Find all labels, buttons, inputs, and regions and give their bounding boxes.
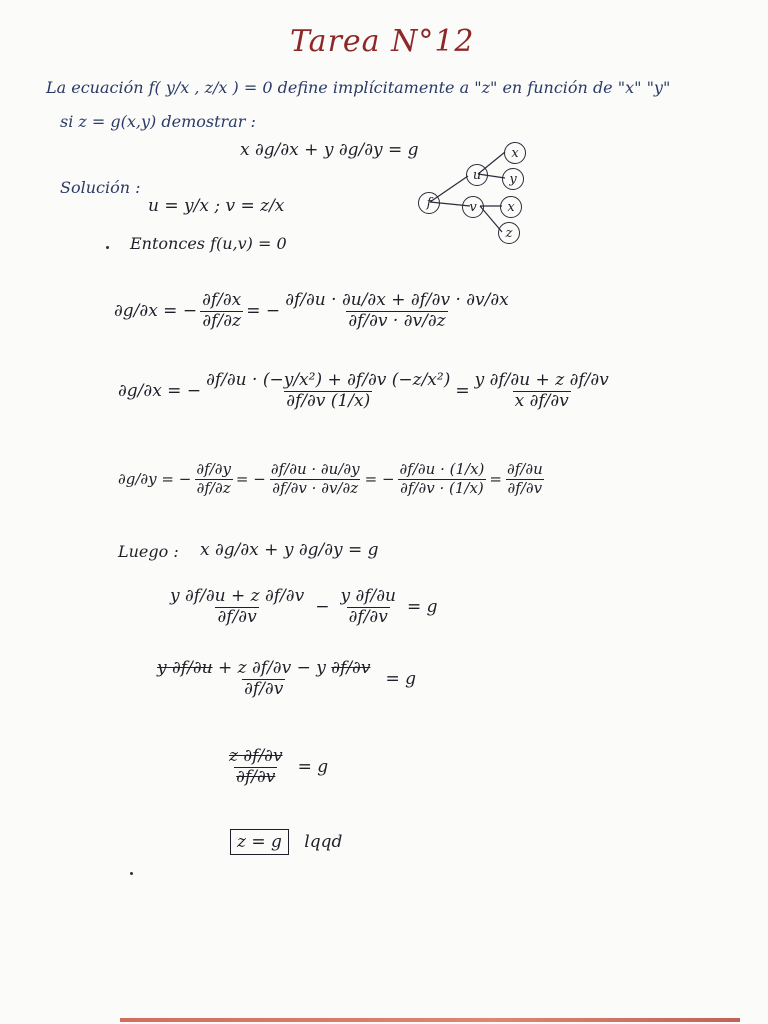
then-statement: Entonces f(u,v) = 0 — [130, 234, 287, 253]
eq2-right-den: x ∂f/∂v — [514, 390, 569, 411]
page-bottom-band — [120, 1018, 740, 1022]
eq3-frac3-den: ∂f/∂v · (1/x) — [400, 478, 484, 497]
eq1-fraction-1 — [200, 292, 243, 331]
step1-den2: ∂f/∂v — [348, 606, 388, 627]
result-row — [230, 832, 342, 852]
node-x-top: x — [504, 142, 526, 164]
step2-cancel-term-2: ∂f/∂v — [331, 658, 371, 678]
equation-dg-dy — [118, 462, 548, 497]
node-y: y — [502, 168, 524, 190]
step-2 — [152, 660, 416, 699]
eq1-frac2-den: ∂f/∂v · ∂v/∂z — [348, 310, 446, 331]
step1-equals: = g — [407, 597, 438, 618]
statement-line-2: si z = g(x,y) demostrar : — [60, 112, 256, 131]
substitution-definitions: u = y/x ; v = z/x — [148, 196, 285, 216]
lqqd-tag: lqqd — [304, 832, 343, 852]
goal-equation: x ∂g/∂x + y ∂g/∂y = g — [240, 140, 419, 160]
bullet-dot — [106, 246, 109, 249]
eq3-mid: = − — [235, 470, 266, 489]
boxed-result: z = g — [230, 829, 289, 855]
eq3-lhs: ∂g/∂y = − — [118, 470, 192, 489]
eq2-equals: = — [455, 381, 470, 402]
eq3-frac2-den: ∂f/∂v · ∂v/∂z — [272, 478, 359, 497]
eq3-fraction-4 — [505, 462, 545, 497]
eq3-frac2-num: ∂f/∂u · ∂u/∂y — [270, 460, 360, 478]
step3-num: z ∂f/∂v — [229, 746, 283, 766]
node-z: z — [498, 222, 520, 244]
step1-minus: − — [315, 597, 330, 618]
step3-equals: = g — [297, 757, 329, 778]
eq3-fraction-2 — [269, 462, 362, 497]
step3-fraction — [227, 748, 285, 787]
equation-dg-dx-chain — [114, 292, 514, 331]
step1-num2: y ∂f/∂u — [340, 586, 396, 606]
eq1-lhs: ∂g/∂x = − — [114, 301, 198, 322]
eq3-frac4-den: ∂f/∂v — [507, 478, 543, 497]
step2-middle: + z ∂f/∂v − y — [217, 658, 326, 678]
eq2-right-fraction — [473, 372, 611, 411]
step1-num1: y ∂f/∂u + z ∂f/∂v — [170, 586, 305, 606]
luego-label: Luego : — [118, 542, 179, 561]
step2-cancel-term-1: y ∂f/∂u — [157, 658, 213, 678]
eq2-right-num: y ∂f/∂u + z ∂f/∂v — [474, 370, 609, 390]
eq2-lhs: ∂g/∂x = − — [118, 381, 202, 402]
eq3-frac1-den: ∂f/∂z — [196, 478, 231, 497]
step1-fraction-2 — [338, 588, 398, 627]
step-3 — [224, 748, 328, 787]
page-title: Tarea N°12 — [290, 24, 475, 59]
eq2-fraction — [204, 372, 452, 411]
solution-label: Solución : — [60, 178, 141, 197]
node-f: f — [418, 192, 440, 214]
step1-fraction-1 — [168, 588, 306, 627]
eq3-mid-2: = − — [364, 470, 395, 489]
step3-den: ∂f/∂v — [236, 766, 276, 787]
eq1-frac2-num: ∂f/∂u · ∂u/∂x + ∂f/∂v · ∂v/∂x — [285, 290, 509, 310]
step2-fraction — [155, 660, 372, 699]
eq1-frac1-den: ∂f/∂z — [202, 310, 241, 331]
luego-expression: x ∂g/∂x + y ∂g/∂y = g — [200, 540, 379, 560]
node-v: v — [462, 196, 484, 218]
step1-den1: ∂f/∂v — [217, 606, 257, 627]
node-x-bottom: x — [500, 196, 522, 218]
bullet-dot-2 — [130, 872, 133, 875]
eq3-fraction-1 — [194, 462, 233, 497]
eq1-mid: = − — [246, 301, 281, 322]
equation-dg-dx-result — [118, 372, 614, 411]
eq1-fraction-2 — [283, 292, 511, 331]
eq2-den: ∂f/∂v (1/x) — [286, 390, 371, 411]
eq2-num: ∂f/∂u · (−y/x²) + ∂f/∂v (−z/x²) — [206, 370, 451, 390]
step-1 — [165, 588, 438, 627]
eq3-frac4-num: ∂f/∂u — [506, 460, 543, 478]
eq3-frac1-num: ∂f/∂y — [196, 460, 231, 478]
eq3-equals: = — [489, 470, 502, 489]
eq3-frac3-num: ∂f/∂u · (1/x) — [399, 460, 485, 478]
eq1-frac1-num: ∂f/∂x — [202, 290, 242, 310]
step2-den: ∂f/∂v — [244, 678, 284, 699]
step2-equals: = g — [385, 669, 416, 690]
node-u: u — [466, 164, 488, 186]
step2-num — [155, 660, 372, 679]
statement-line-1: La ecuación f( y/x , z/x ) = 0 define implícitamente a "z" en función de "x" "y" — [46, 78, 671, 97]
eq3-fraction-3 — [398, 462, 487, 497]
